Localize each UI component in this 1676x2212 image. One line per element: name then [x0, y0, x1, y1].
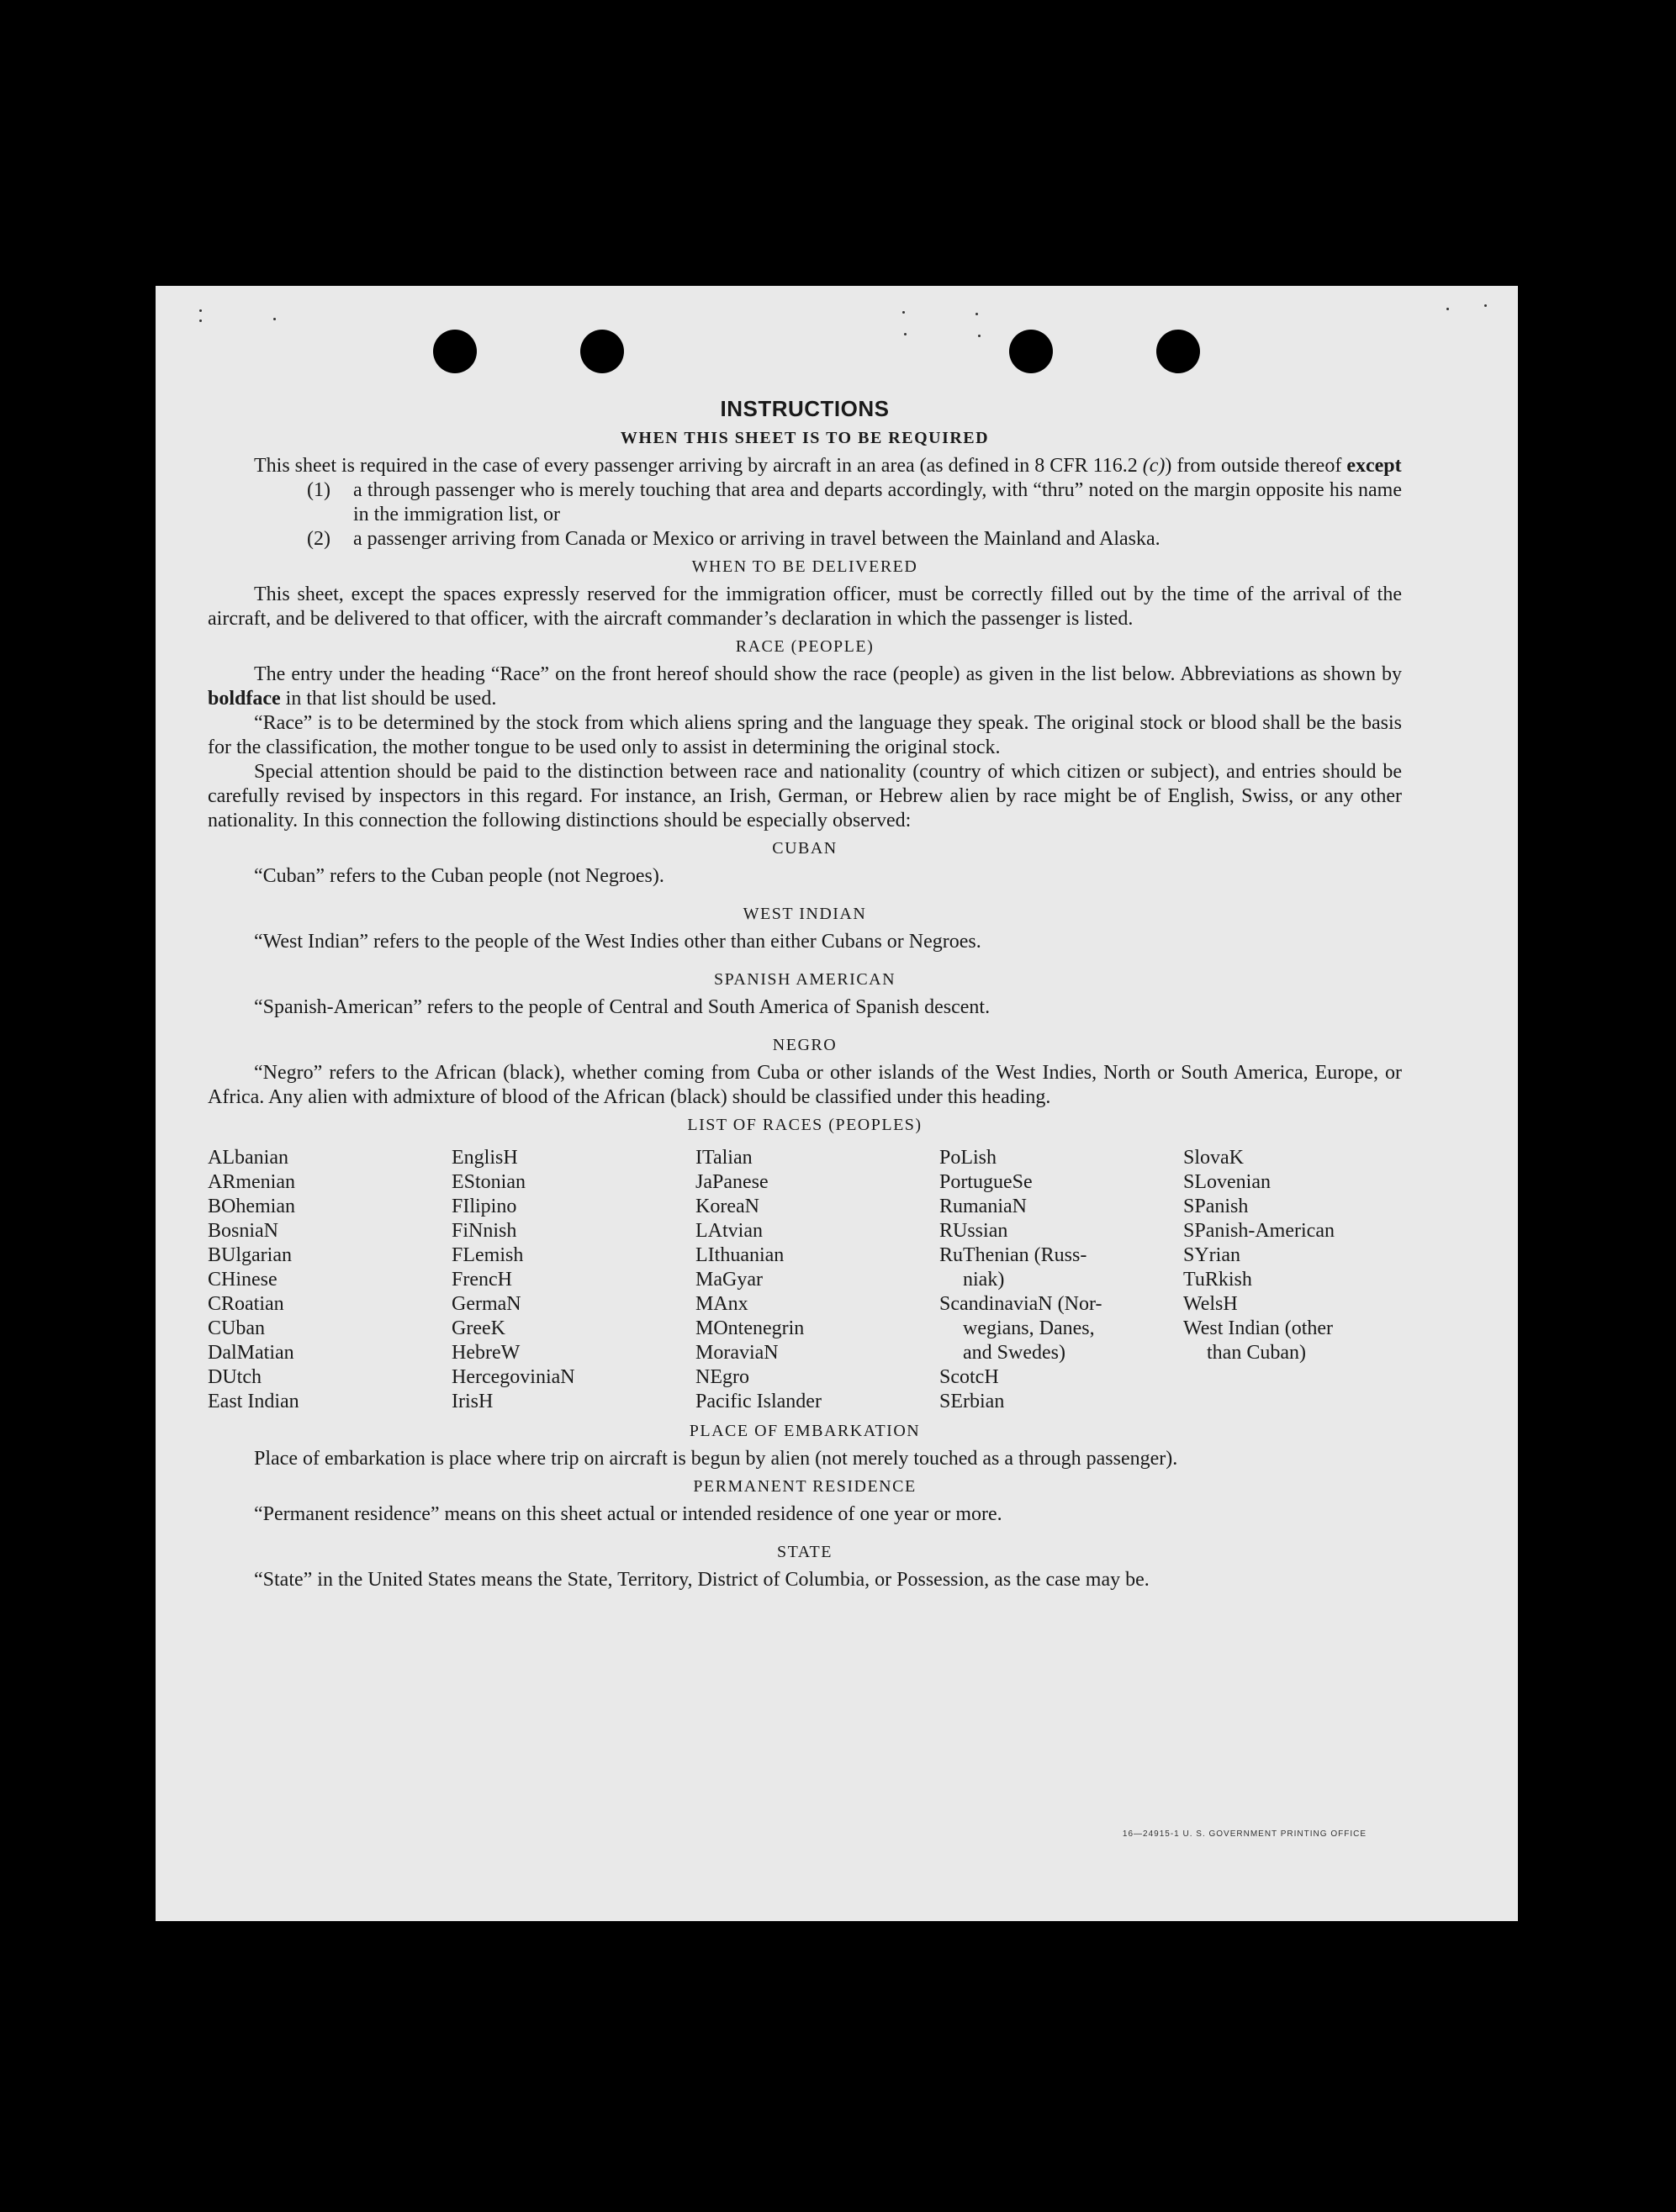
race-entry: EStonian [452, 1171, 526, 1193]
required-text-a: This sheet is required in the case of every passenger arriving by aircraft in an area (as defined in 8 CFR 116.2 [254, 455, 1143, 477]
race-entry: CUban [208, 1317, 265, 1339]
race-entry: RUssian [939, 1220, 1008, 1242]
negro-paragraph: “Negro” refers to the African (black), whether coming from Cuba or other islands of the West Indies, North or South America, Europe, or Africa. Any alien with admixture of blood of the African (black) should be classified under this heading. [208, 1062, 1402, 1108]
heading-race: RACE (PEOPLE) [735, 637, 875, 656]
item-text: a passenger arriving from Canada or Mexico or arriving in travel between the Mainland and Alaska. [353, 528, 1161, 550]
item-number: (1) [307, 479, 330, 501]
heading-when-delivered: WHEN TO BE DELIVERED [691, 557, 918, 576]
required-text-c: (c) [1142, 455, 1166, 477]
paper-speck [199, 319, 202, 322]
required-paragraph [208, 454, 1402, 478]
race-entry: WelsH [1183, 1293, 1238, 1315]
races-column-1 [208, 1146, 452, 1414]
race-entry-continuation: wegians, Danes, [963, 1317, 1095, 1339]
race-entry: HercegoviniaN [452, 1366, 575, 1388]
race-entry: NEgro [695, 1366, 749, 1388]
heading-cuban: CUBAN [772, 839, 838, 858]
race-entry: JaPanese [695, 1171, 769, 1193]
exception-item-1 [208, 478, 1402, 527]
race-entry: SErbian [939, 1391, 1005, 1412]
paper-speck [975, 313, 978, 315]
race-entry: EnglisH [452, 1147, 518, 1169]
race-paragraph-1 [208, 663, 1402, 711]
heading-when-required: WHEN THIS SHEET IS TO BE REQUIRED [620, 429, 990, 447]
heading-spanish-american: SPANISH AMERICAN [713, 970, 896, 989]
race-entry: BUlgarian [208, 1244, 292, 1266]
paper-speck [1484, 304, 1487, 307]
paper-speck [273, 318, 276, 320]
residence-paragraph: “Permanent residence” means on this sheet actual or intended residence of one year or more. [254, 1503, 1002, 1525]
required-text-b: ) from outside thereof [1165, 455, 1347, 477]
race-entry: ScandinaviaN (Nor- [939, 1293, 1102, 1315]
race-entry: CRoatian [208, 1293, 284, 1315]
race-entry: MaGyar [695, 1269, 763, 1291]
race-entry: SPanish [1183, 1196, 1249, 1217]
race-entry: ALbanian [208, 1147, 288, 1169]
race-entry: GreeK [452, 1317, 505, 1339]
race-entry: SYrian [1183, 1244, 1240, 1266]
race-entry: RumaniaN [939, 1196, 1027, 1217]
race-entry: BOhemian [208, 1196, 295, 1217]
race-entry: SLovenian [1183, 1171, 1271, 1193]
race-entry: Pacific Islander [695, 1391, 822, 1412]
race-entry: ARmenian [208, 1171, 295, 1193]
paper-speck [199, 309, 202, 312]
race-entry: SPanish-American [1183, 1220, 1335, 1242]
races-column-2 [452, 1146, 695, 1414]
printing-office-code: 16—24915-1 U. S. GOVERNMENT PRINTING OFFICE [1122, 1829, 1367, 1839]
race-entry: FiNnish [452, 1220, 517, 1242]
race-text-b: in that list should be used. [280, 688, 497, 710]
races-column-4 [939, 1146, 1183, 1414]
spanish-american-paragraph: “Spanish-American” refers to the people of Central and South America of Spanish descent. [254, 996, 991, 1018]
race-entry: HebreW [452, 1342, 521, 1364]
embarkation-paragraph: Place of embarkation is place where trip on aircraft is begun by alien (not merely touched as a through passenger). [254, 1448, 1178, 1470]
required-except: except [1346, 455, 1402, 477]
race-entry-continuation: than Cuban) [1207, 1342, 1306, 1364]
paper-speck [1446, 308, 1449, 310]
race-entry: MAnx [695, 1293, 748, 1315]
heading-embarkation: PLACE OF EMBARKATION [689, 1422, 921, 1440]
heading-west-indian: WEST INDIAN [743, 905, 867, 923]
race-entry: LAtvian [695, 1220, 763, 1242]
paper-speck [978, 335, 981, 337]
race-entry-continuation: niak) [963, 1269, 1005, 1291]
race-entry: FIlipino [452, 1196, 517, 1217]
punch-hole [433, 330, 477, 373]
punch-hole [1156, 330, 1200, 373]
race-entry: West Indian (other [1183, 1317, 1334, 1339]
paper-speck [902, 311, 905, 314]
race-entry: ITalian [695, 1147, 753, 1169]
state-paragraph: “State” in the United States means the State, Territory, District of Columbia, or Possession, as the case may be. [254, 1569, 1150, 1591]
item-text: a through passenger who is merely touching that area and departs accordingly, with “thru” noted on the margin opposite his name in the immigration list, or [353, 479, 1402, 525]
heading-negro: NEGRO [772, 1036, 838, 1054]
punch-hole [1009, 330, 1053, 373]
west-indian-paragraph: “West Indian” refers to the people of the West Indies other than either Cubans or Negroes. [254, 931, 981, 953]
race-paragraph-2: “Race” is to be determined by the stock from which aliens spring and the language they speak. The original stock or blood shall be the basis for the classification, the mother tongue to be used only to assist in determining the original stock. [208, 712, 1402, 758]
race-entry: MOntenegrin [695, 1317, 805, 1339]
race-entry: LIthuanian [695, 1244, 785, 1266]
punch-hole [580, 330, 624, 373]
race-entry: MoraviaN [695, 1342, 779, 1364]
race-entry-continuation: and Swedes) [963, 1342, 1065, 1364]
delivered-paragraph: This sheet, except the spaces expressly reserved for the immigration officer, must be correctly filled out by the time of the arrival of the aircraft, and be delivered to that officer, with the aircraft commander’s declaration in which the passenger is listed. [208, 583, 1402, 630]
heading-state: STATE [777, 1543, 833, 1561]
race-entry: FLemish [452, 1244, 524, 1266]
race-boldface: boldface [208, 688, 281, 710]
race-text-a: The entry under the heading “Race” on the front hereof should show the race (people) as given in the list below. Abbreviations as shown by [254, 663, 1402, 685]
heading-permanent-residence: PERMANENT RESIDENCE [693, 1477, 917, 1496]
race-entry: BosniaN [208, 1220, 278, 1242]
race-entry: IrisH [452, 1391, 494, 1412]
race-entry: DalMatian [208, 1342, 294, 1364]
item-number: (2) [307, 528, 330, 550]
race-entry: ScotcH [939, 1366, 999, 1388]
race-entry: SlovaK [1183, 1147, 1244, 1169]
exception-item-2 [208, 527, 1402, 552]
page-title: INSTRUCTIONS [720, 396, 890, 421]
paper-speck [904, 333, 907, 335]
race-entry: PoLish [939, 1147, 997, 1169]
races-column-5 [1183, 1146, 1402, 1414]
instruction-sheet [156, 286, 1518, 1921]
race-entry: TuRkish [1183, 1269, 1252, 1291]
race-entry: DUtch [208, 1366, 262, 1388]
race-entry: RuThenian (Russ- [939, 1244, 1087, 1266]
race-entry: East Indian [208, 1391, 299, 1412]
race-entry: KoreaN [695, 1196, 759, 1217]
race-entry: GermaN [452, 1293, 521, 1315]
race-entry: PortugueSe [939, 1171, 1033, 1193]
race-paragraph-3: Special attention should be paid to the distinction between race and nationality (country of which citizen or subject), and entries should be carefully revised by inspectors in this regard. For instance, an Irish, German, or Hebrew alien by race might be of English, Swiss, or any other nationality. In this connection the following distinctions should be especially observed: [208, 761, 1402, 831]
races-list [208, 1146, 1402, 1414]
cuban-paragraph: “Cuban” refers to the Cuban people (not Negroes). [254, 865, 664, 887]
races-column-3 [695, 1146, 939, 1414]
race-entry: CHinese [208, 1269, 278, 1291]
heading-list-of-races: LIST OF RACES (PEOPLES) [687, 1116, 923, 1134]
race-entry: FrencH [452, 1269, 512, 1291]
instructions-content [208, 397, 1402, 1592]
